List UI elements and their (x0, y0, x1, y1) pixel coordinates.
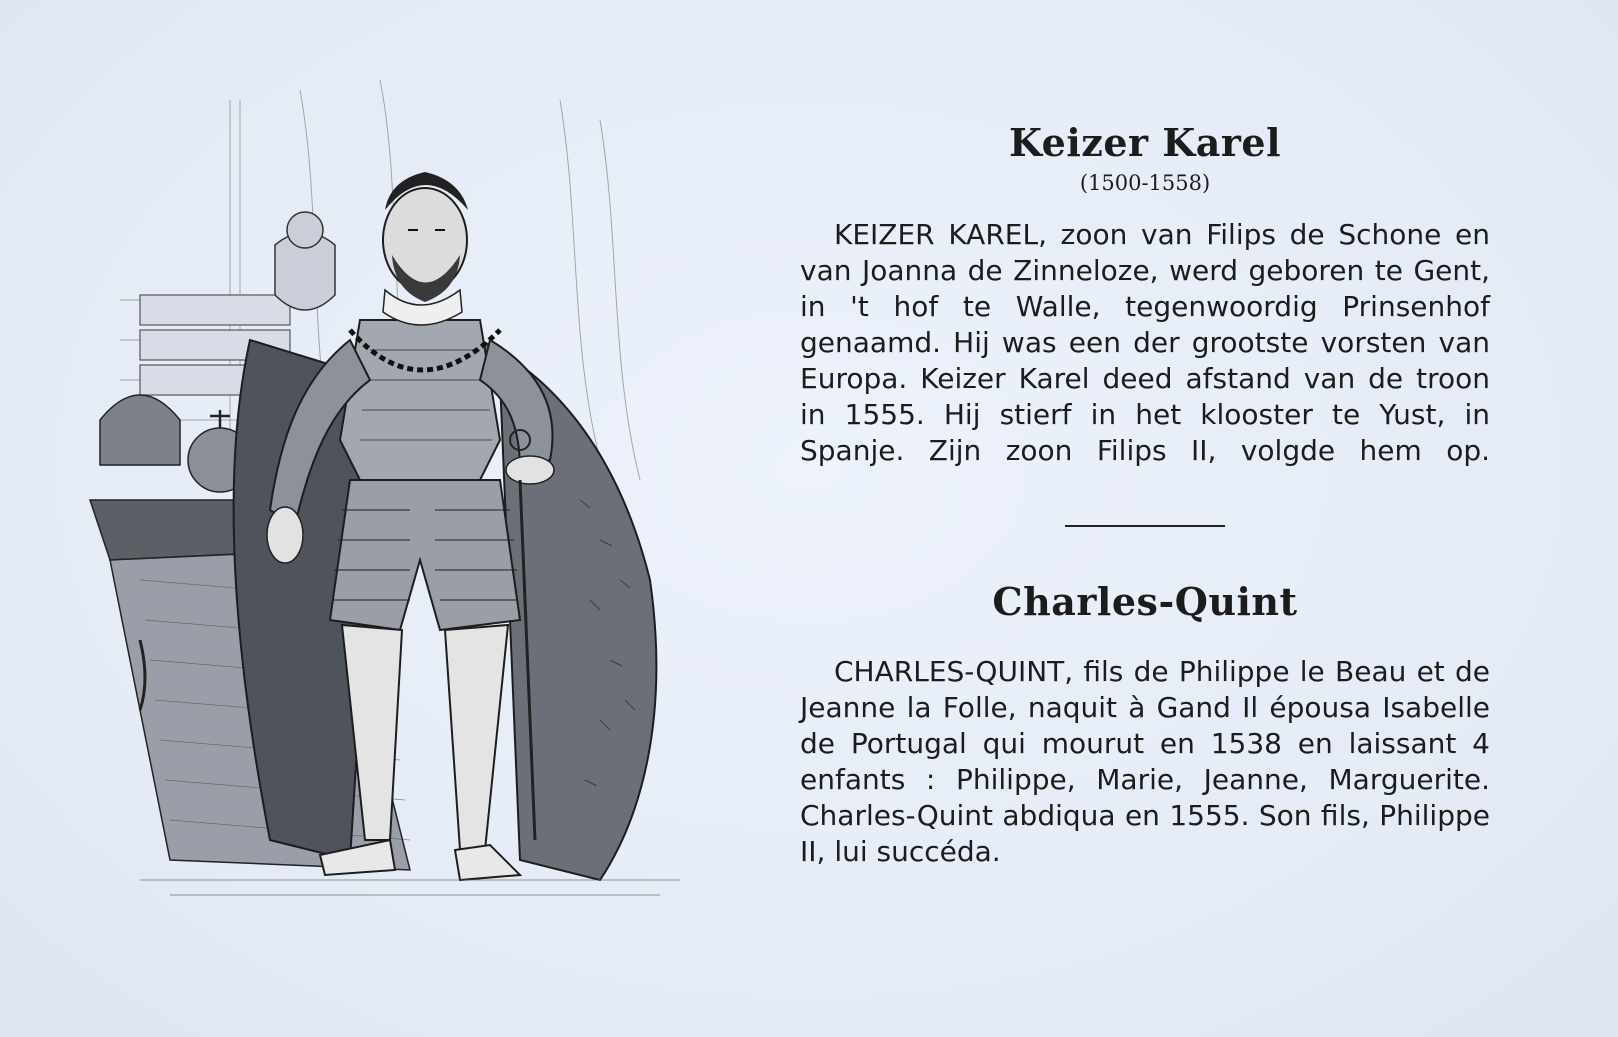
title-dutch: Keizer Karel (1008, 120, 1282, 165)
title-french: Charles-Quint (992, 579, 1298, 624)
paragraph-dutch: KEIZER KAREL, zoon van Filips de Schone en van Joanna de Zinneloze, werd geboren te Gent, in 't hof te Walle, tegenwoordig Prinsenhof genaamd. Hij was een der grootste vorsten van Europa. Keizer Karel deed afstand van de troon in 1555. Hij stierf in het klooster te Yust, in Spanje. Zijn zoon Filips II, volgde hem op. (800, 218, 1490, 467)
emperor-portrait-illustration (80, 80, 740, 940)
paragraph-french: CHARLES-QUINT, fils de Philippe le Beau et de Jeanne la Folle, naquit à Gand Il épousa Isabelle de Portugal qui mourut en 1538 en laissant 4 enfants : Philippe, Marie, Jeanne, Marguerite. Charles-Quint abdiqua en 1555. Son fils, Philippe II, lui succéda. (800, 655, 1490, 868)
life-dates: (1500-1558) (1079, 171, 1211, 195)
text-column (790, 120, 1500, 870)
section-divider (1065, 525, 1225, 527)
portrait-engraving (80, 80, 740, 940)
